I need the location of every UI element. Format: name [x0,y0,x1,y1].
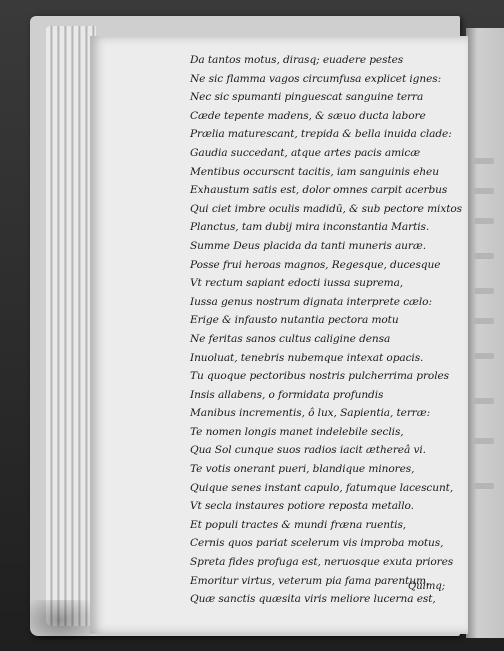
verse-line: Erige & infausto nutantia pectora motu [190,314,399,327]
verse-line: Inuoluat, tenebris nubemque intexat opacis. [190,351,424,364]
facing-page-ghost-text [474,158,494,164]
verse-line: Tu quoque pectoribus nostris pulcherrima proles [190,370,449,383]
verse-line: Quique senes instant capulo, fatumque lacescunt, [190,481,454,494]
verse-line: Nec sic spumanti pinguescat sanguine terra [190,91,424,104]
facing-page-ghost-text [474,188,494,194]
facing-page-ghost-text [474,353,494,359]
verse-line: Mentibus occurscnt tacitis, iam sanguinis eheu [190,165,439,178]
verse-line: Ne sic flamma vagos circumfusa explicet ignes: [190,72,442,85]
facing-page-ghost-text [474,318,494,324]
verse-line: Et populi tractes & mundi fræna ruentis, [190,518,407,531]
verse-line: Da tantos motus, dirasq; euadere pestes [190,54,404,66]
verse-line: Planctus, tam dubij mira inconstantia Martis. [190,221,430,234]
verse-line: Iussa genus nostrum dignata interprete cælo: [190,295,432,308]
catchword: Quimq; [408,581,446,592]
verse-line: Te votis onerant pueri, blandique minores, [190,463,415,476]
verse-line: Manibus incrementis, ô lux, Sapientia, terræ: [190,407,431,420]
verse-line: Qua Sol cunque suos radios iacit æthereâ vi. [190,444,426,457]
facing-page-ghost-text [474,483,494,489]
facing-page-ghost-text [474,438,494,444]
verse-line: Prælia maturescant, trepida & bella inuida clade: [190,128,452,141]
verse-line: Summe Deus placida da tanti muneris auræ. [190,239,426,252]
facing-page-edge [466,28,504,638]
facing-page-ghost-text [474,218,494,224]
verse-line: Vt secla instaures potiore reposta metallo. [190,500,414,513]
page-corner-shadow [30,600,90,640]
verse-line: Insis allabens, o formidata profundis [190,388,384,401]
facing-page-ghost-text [474,398,494,404]
verse-line: Quæ sanctis quæsita viris meliore lucerna est, [190,593,436,606]
page-edges [46,26,96,626]
facing-page-ghost-text [474,288,494,294]
verse-line: Qui ciet imbre oculis madidū, & sub pectore mixtos [190,202,462,215]
verse-line: Gaudia succedant, atque artes pacis amicæ [190,146,421,159]
verse-line: Cæde tepente madens, & sæuo ducta labore [190,109,426,122]
verse-line: Vt rectum sapiant edocti iussa suprema, [190,277,404,290]
poem-text-block [190,51,460,609]
verse-line: Spreta fides profuga est, neruosque exuta priores [190,556,454,569]
verse-line: Ne feritas sanos cultus caligine densa [190,332,391,345]
verse-line: Exhaustum satis est, dolor omnes carpit acerbus [190,184,448,197]
facing-page-ghost-text [474,253,494,259]
verse-line: Emoritur virtus, veterum pia fama parentum, [190,574,430,587]
verse-line: Te nomen longis manet indelebile seclis, [190,425,404,438]
verse-line: Posse frui heroas magnos, Regesque, ducesque [190,258,441,271]
verse-line: Cernis quos pariat scelerum vis improba motus, [190,537,444,550]
